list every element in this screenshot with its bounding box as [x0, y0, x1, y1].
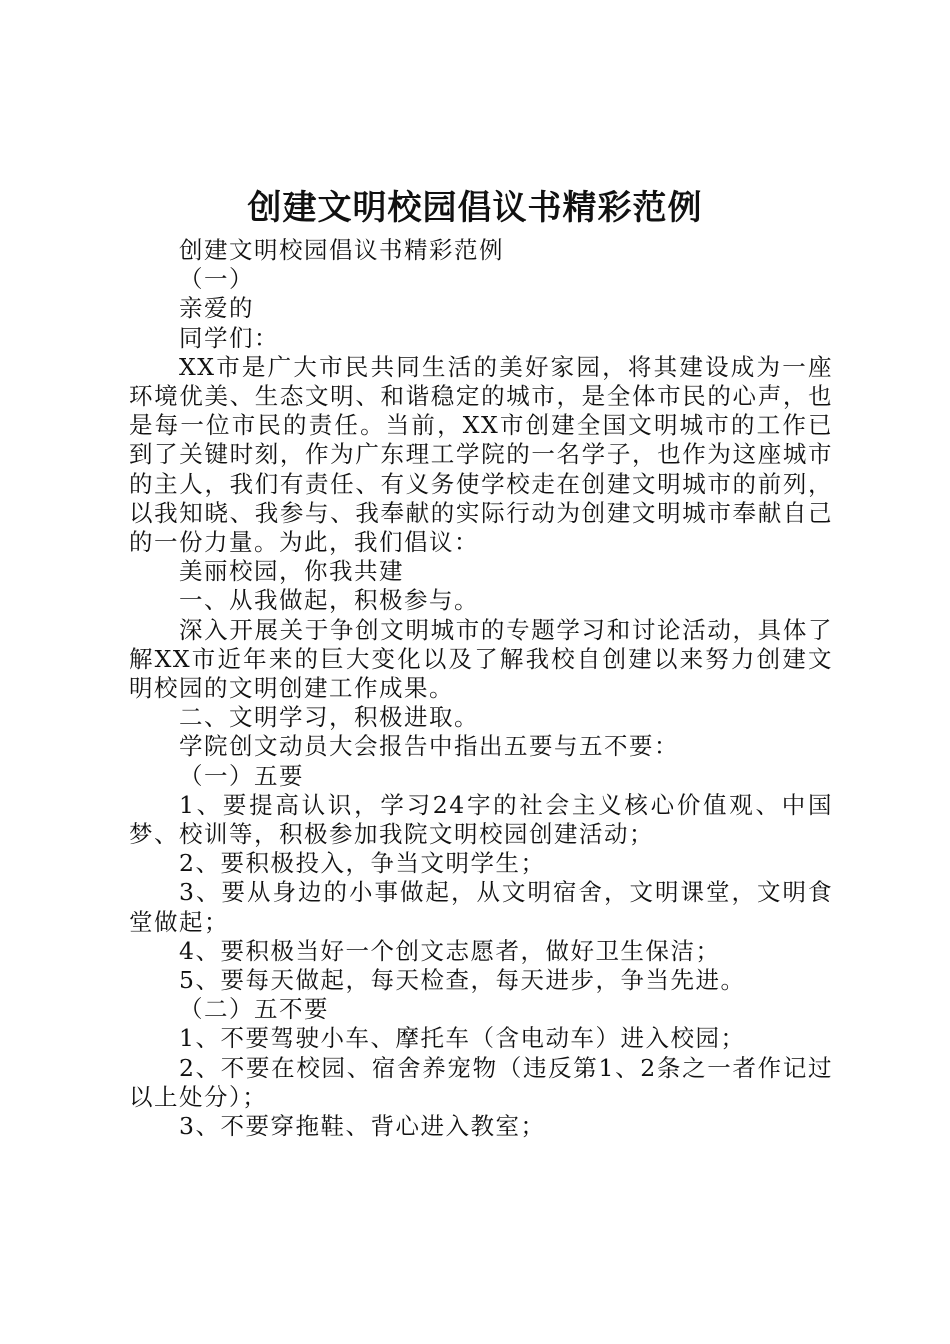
paragraph: 2、要积极投入，争当文明学生； — [179, 849, 546, 878]
paragraph: 1、不要驾驶小车、摩托车（含电动车）进入校园； — [179, 1024, 746, 1053]
paragraph: 5、要每天做起，每天检查，每天进步，争当先进。 — [179, 966, 746, 995]
paragraph: 创建文明校园倡议书精彩范例 — [179, 236, 504, 264]
paragraph: XX市是广大市民共同生活的美好家园，将其建设成为一座环境优美、生态文明、和谐稳定的城市，是全体市民的心声，也是每一位市民的责任。当前，XX市创建全国文明城市的工作已到了关键时刻，作为广东理工学院的一名学子，也作为这座城市的主人，我们有责任、有义务使学校走在创建文明城市的前列，以我知晓、我参与、我奉献的实际行动为创建文明城市奉献自己的一份力量。为此，我们倡议： — [129, 352, 833, 557]
paragraph: （二）五不要 — [179, 995, 329, 1024]
paragraph: 2、不要在校园、宿舍养宠物（违反第1、2条之一者作记过以上处分）； — [129, 1053, 833, 1111]
paragraph: 3、要从身边的小事做起，从文明宿舍，文明课堂，文明食堂做起； — [129, 878, 833, 936]
paragraph: 美丽校园，你我共建 — [179, 557, 404, 586]
document-title: 创建文明校园倡议书精彩范例 — [247, 188, 703, 228]
paragraph: （一） — [179, 265, 254, 294]
paragraph: （一）五要 — [179, 761, 304, 790]
paragraph: 3、不要穿拖鞋、背心进入教室； — [179, 1112, 546, 1141]
paragraph: 深入开展关于争创文明城市的专题学习和讨论活动，具体了解XX市近年来的巨大变化以及了解我校自创建以来努力创建文明校园的文明创建工作成果。 — [129, 615, 833, 703]
paragraph: 二、文明学习，积极进取。 — [179, 703, 479, 732]
paragraph: 4、要积极当好一个创文志愿者，做好卫生保洁； — [179, 936, 721, 965]
paragraph: 同学们： — [179, 323, 279, 352]
paragraph: 学院创文动员大会报告中指出五要与五不要： — [179, 732, 679, 761]
paragraph: 1、要提高认识，学习24字的社会主义核心价值观、中国梦、校训等，积极参加我院文明校园创建活动； — [129, 790, 833, 849]
paragraph: 亲爱的 — [179, 294, 254, 323]
paragraph: 一、从我做起，积极参与。 — [179, 586, 479, 615]
document-body — [129, 236, 833, 1141]
